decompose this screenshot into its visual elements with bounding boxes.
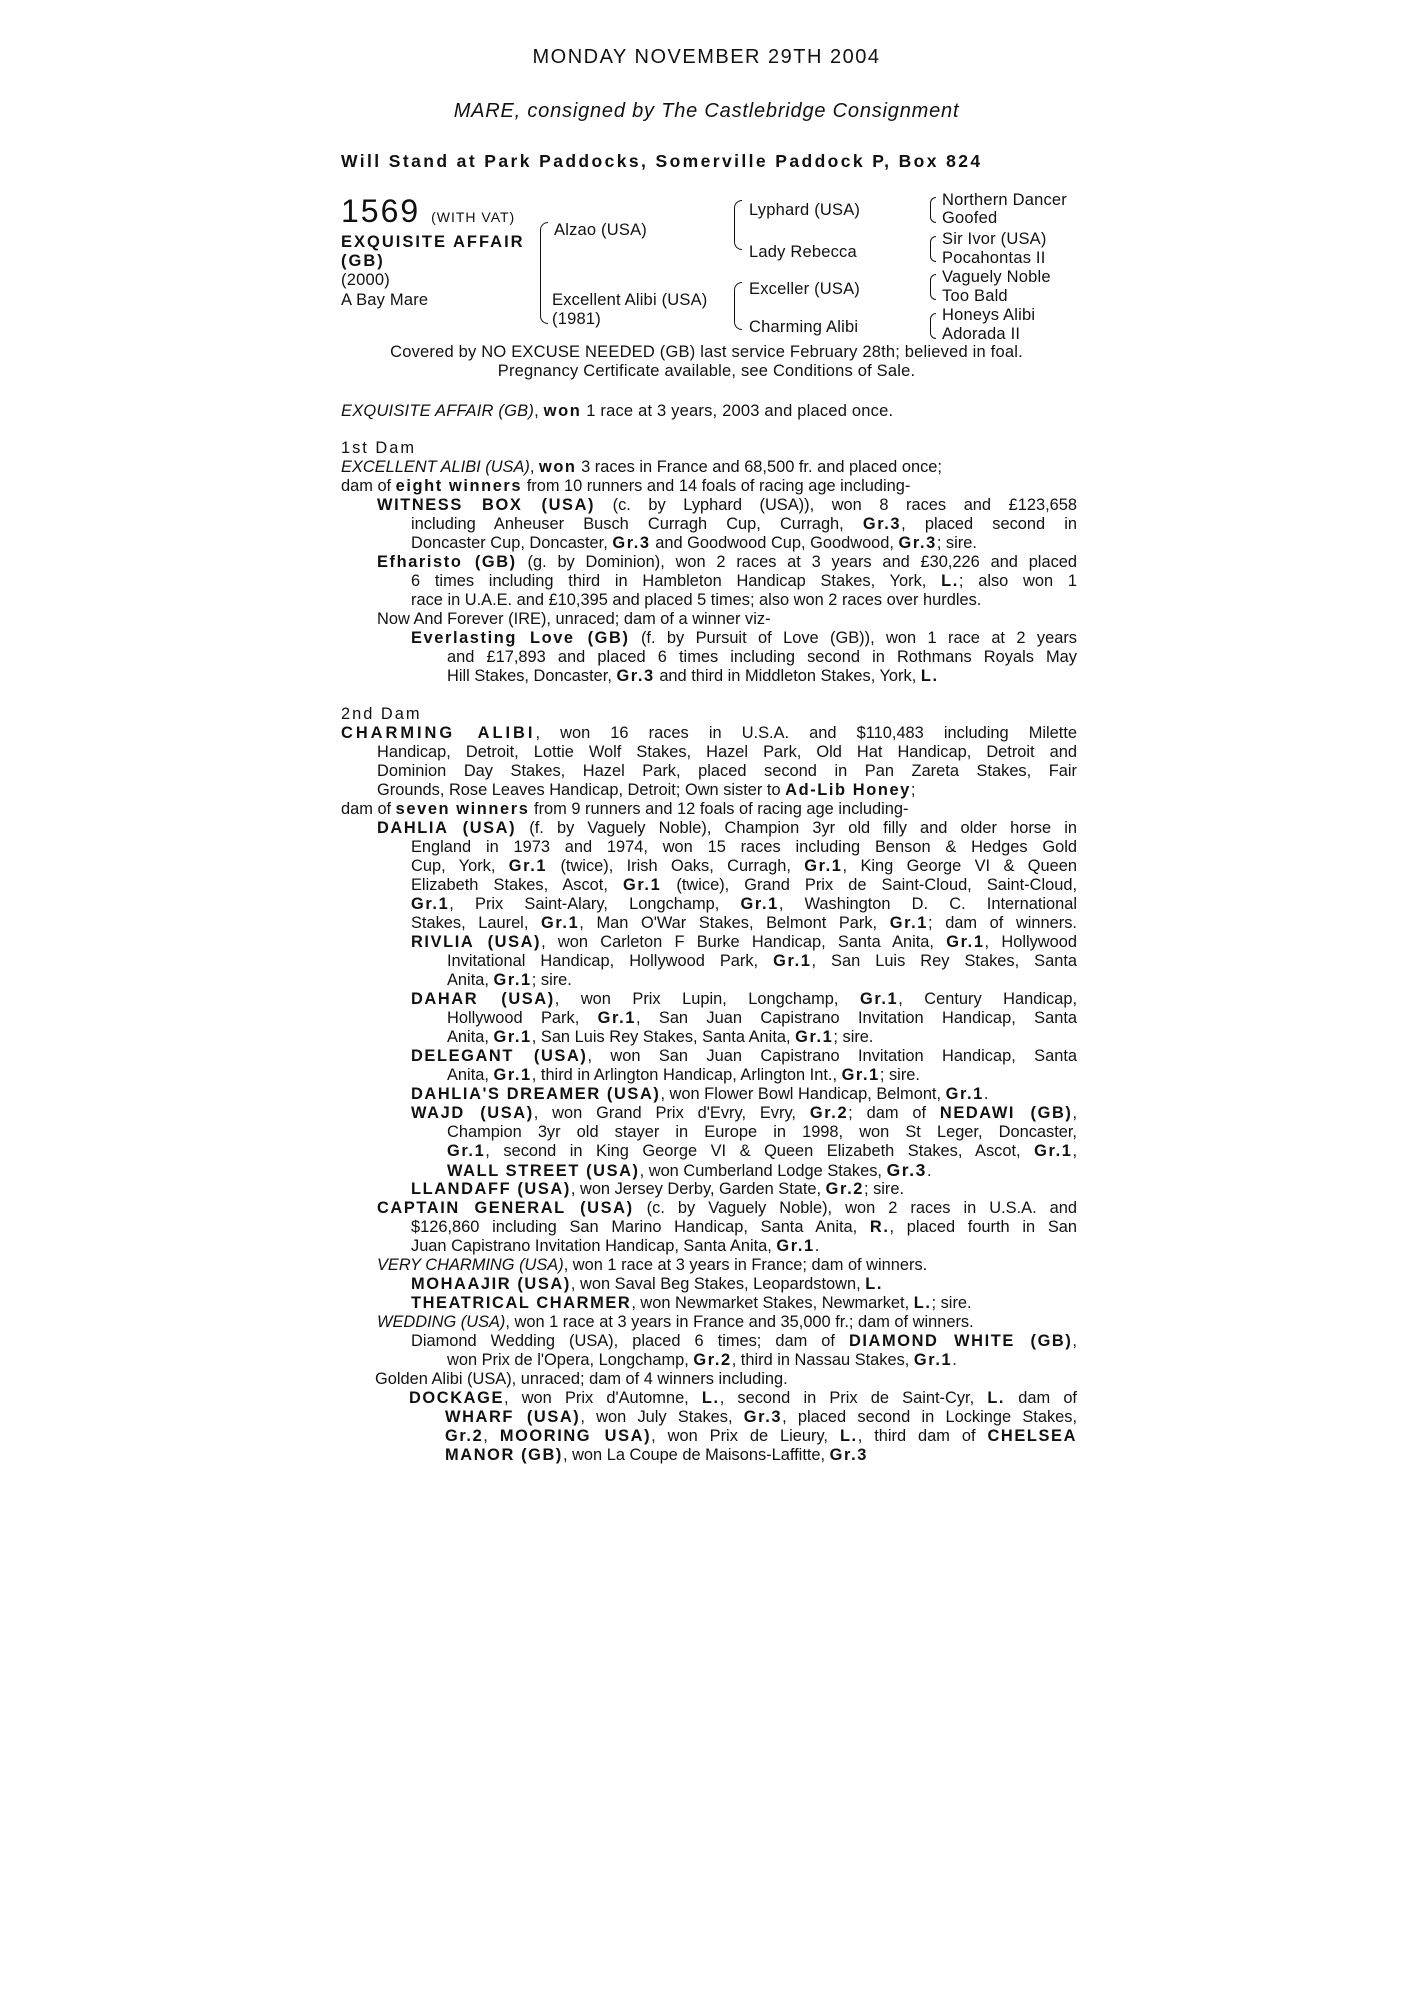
second-dam-line: won Prix de l'Opera, Longchamp, Gr.2, third in Nassau Stakes, Gr.1. xyxy=(447,1351,957,1369)
pedigree-brace-3 xyxy=(734,282,742,330)
second-dam-heading: 2nd Dam xyxy=(341,705,422,723)
stand-location: Will Stand at Park Paddocks, Somerville Paddock P, Box 824 xyxy=(341,151,983,171)
first-dam-line: Everlasting Love (GB) (f. by Pursuit of Love (GB)), won 1 race at 2 years xyxy=(411,629,1077,647)
first-dam-line: WITNESS BOX (USA) (c. by Lyphard (USA)), won 8 races and £123,658 xyxy=(377,496,1077,514)
second-dam-line: Dominion Day Stakes, Hazel Park, placed second in Pan Zareta Stakes, Fair xyxy=(377,762,1077,780)
pedigree-sire-sire: Lyphard (USA) xyxy=(749,201,861,219)
second-dam-line: WAJD (USA), won Grand Prix d'Evry, Evry, Gr.2; dam of NEDAWI (GB), xyxy=(411,1104,1078,1122)
pedigree-sdd: Pocahontas II xyxy=(942,249,1046,267)
covered-line: Covered by NO EXCUSE NEEDED (GB) last service February 28th; believed in foal. xyxy=(390,343,1023,361)
first-dam-line: EXCELLENT ALIBI (USA), won 3 races in France and 68,500 fr. and placed once; xyxy=(341,458,942,476)
second-dam-line: WHARF (USA), won July Stakes, Gr.3, placed second in Lockinge Stakes, xyxy=(445,1408,1077,1426)
pedigree-brace-2 xyxy=(734,200,742,250)
second-dam-line: WALL STREET (USA), won Cumberland Lodge Stakes, Gr.3. xyxy=(447,1160,932,1180)
second-dam-line: LLANDAFF (USA), won Jersey Derby, Garden State, Gr.2; sire. xyxy=(411,1180,905,1198)
second-dam-line: dam of seven winners from 9 runners and 12 foals of racing age including- xyxy=(341,800,909,818)
pedigree-brace-6 xyxy=(930,274,936,300)
second-dam-line: Hollywood Park, Gr.1, San Juan Capistrano Invitation Handicap, Santa xyxy=(447,1009,1077,1027)
second-dam-line: Gr.1, Prix Saint-Alary, Longchamp, Gr.1, Washington D. C. International xyxy=(411,895,1078,913)
first-dam-line: race in U.A.E. and £10,395 and placed 5 times; also won 2 races over hurdles. xyxy=(411,591,982,609)
second-dam-line: Stakes, Laurel, Gr.1, Man O'War Stakes, Belmont Park, Gr.1; dam of winners. xyxy=(411,914,1077,932)
second-dam-line: Champion 3yr old stayer in Europe in 1998, won St Leger, Doncaster, xyxy=(447,1123,1077,1141)
first-dam-line: including Anheuser Busch Curragh Cup, Curragh, Gr.3, placed second in xyxy=(411,515,1077,533)
pedigree-sds: Sir Ivor (USA) xyxy=(942,230,1047,248)
first-dam-line: Now And Forever (IRE), unraced; dam of a winner viz- xyxy=(377,610,771,628)
pedigree-dam-year: (1981) xyxy=(552,310,601,328)
pedigree-sire-dam: Lady Rebecca xyxy=(749,243,857,261)
second-dam-line: Diamond Wedding (USA), placed 6 times; dam of DIAMOND WHITE (GB), xyxy=(411,1332,1077,1350)
pedigree-sire: Alzao (USA) xyxy=(554,221,647,239)
sale-date: MONDAY NOVEMBER 29TH 2004 xyxy=(532,46,881,68)
second-dam-line: Grounds, Rose Leaves Handicap, Detroit; Own sister to Ad-Lib Honey; xyxy=(377,781,916,799)
second-dam-line: Handicap, Detroit, Lottie Wolf Stakes, Hazel Park, Old Hat Handicap, Detroit and xyxy=(377,743,1077,761)
horse-description: A Bay Mare xyxy=(341,291,429,309)
first-dam-line: Efharisto (GB) (g. by Dominion), won 2 races at 3 years and £30,226 and placed xyxy=(377,553,1077,571)
lot-number-value: 1569 xyxy=(341,193,421,229)
second-dam-line: Golden Alibi (USA), unraced; dam of 4 winners including. xyxy=(375,1370,788,1388)
second-dam-line: DOCKAGE, won Prix d'Automne, L., second in Prix de Saint-Cyr, L. dam of xyxy=(409,1389,1077,1407)
horse-year: (2000) xyxy=(341,271,390,289)
horse-name: EXQUISITE AFFAIR xyxy=(341,233,525,251)
second-dam-line: RIVLIA (USA), won Carleton F Burke Handicap, Santa Anita, Gr.1, Hollywood xyxy=(411,933,1077,951)
first-dam-line: 6 times including third in Hambleton Handicap Stakes, York, L.; also won 1 xyxy=(411,572,1077,590)
vat-note: (WITH VAT) xyxy=(431,209,516,225)
pedigree-brace-1 xyxy=(540,222,548,324)
second-dam-line: DAHLIA'S DREAMER (USA), won Flower Bowl Handicap, Belmont, Gr.1. xyxy=(411,1085,989,1103)
second-dam-line: Elizabeth Stakes, Ascot, Gr.1 (twice), Grand Prix de Saint-Cloud, Saint-Cloud, xyxy=(411,876,1078,894)
second-dam-line: Anita, Gr.1, third in Arlington Handicap, Arlington Int., Gr.1; sire. xyxy=(447,1066,920,1084)
lot-number xyxy=(341,193,515,230)
pedigree-dam-dam: Charming Alibi xyxy=(749,318,859,336)
second-dam-line: MOHAAJIR (USA), won Saval Beg Stakes, Leopardstown, L. xyxy=(411,1275,883,1293)
horse-country: (GB) xyxy=(341,252,385,270)
second-dam-line: Invitational Handicap, Hollywood Park, Gr.1, San Luis Rey Stakes, Santa xyxy=(447,952,1077,970)
pedigree-sss: Northern Dancer xyxy=(942,191,1067,209)
pedigree-brace-7 xyxy=(930,313,936,339)
second-dam-line: CAPTAIN GENERAL (USA) (c. by Vaguely Noble), won 2 races in U.S.A. and xyxy=(377,1199,1077,1217)
first-dam-line: Hill Stakes, Doncaster, Gr.3 and third in Middleton Stakes, York, L. xyxy=(447,667,939,685)
consignor-line: MARE, consigned by The Castlebridge Consignment xyxy=(453,100,960,122)
second-dam-line: THEATRICAL CHARMER, won Newmarket Stakes, Newmarket, L.; sire. xyxy=(411,1294,972,1312)
second-dam-line: Anita, Gr.1; sire. xyxy=(447,971,572,989)
pedigree-dss: Vaguely Noble xyxy=(942,268,1051,286)
pedigree-dsd: Too Bald xyxy=(942,287,1008,305)
pregnancy-line: Pregnancy Certificate available, see Conditions of Sale. xyxy=(497,362,916,380)
second-dam-line: DAHAR (USA), won Prix Lupin, Longchamp, Gr.1, Century Handicap, xyxy=(411,990,1077,1008)
second-dam-line: Juan Capistrano Invitation Handicap, Santa Anita, Gr.1. xyxy=(411,1237,820,1255)
first-dam-heading: 1st Dam xyxy=(341,439,417,457)
second-dam-line: MANOR (GB), won La Coupe de Maisons-Laffitte, Gr.3 xyxy=(445,1446,868,1464)
pedigree-dam-sire: Exceller (USA) xyxy=(749,280,860,298)
second-dam-line: DELEGANT (USA), won San Juan Capistrano Invitation Handicap, Santa xyxy=(411,1047,1078,1065)
second-dam-line: Cup, York, Gr.1 (twice), Irish Oaks, Curragh, Gr.1, King George VI & Queen xyxy=(411,857,1077,875)
pedigree-dds: Honeys Alibi xyxy=(942,306,1036,324)
second-dam-line: VERY CHARMING (USA), won 1 race at 3 years in France; dam of winners. xyxy=(377,1256,928,1274)
second-dam-line: Gr.2, MOORING USA), won Prix de Lieury, L., third dam of CHELSEA xyxy=(445,1427,1078,1445)
pedigree-dam: Excellent Alibi (USA) xyxy=(552,291,708,309)
second-dam-line: England in 1973 and 1974, won 15 races including Benson & Hedges Gold xyxy=(411,838,1077,856)
pedigree-brace-5 xyxy=(930,236,936,262)
pedigree-ddd: Adorada II xyxy=(942,325,1021,343)
first-dam-line: Doncaster Cup, Doncaster, Gr.3 and Goodwood Cup, Goodwood, Gr.3; sire. xyxy=(411,534,977,552)
second-dam-line: Gr.1, second in King George VI & Queen Elizabeth Stakes, Ascot, Gr.1, xyxy=(447,1142,1077,1160)
second-dam-line: $126,860 including San Marino Handicap, Santa Anita, R., placed fourth in San xyxy=(411,1218,1077,1236)
pedigree-brace-4 xyxy=(930,197,936,223)
second-dam-line: Anita, Gr.1, San Luis Rey Stakes, Santa Anita, Gr.1; sire. xyxy=(447,1028,874,1046)
horse-summary: EXQUISITE AFFAIR (GB), won 1 race at 3 years, 2003 and placed once. xyxy=(341,402,894,420)
first-dam-line: and £17,893 and placed 6 times including second in Rothmans Royals May xyxy=(447,648,1077,666)
second-dam-line: DAHLIA (USA) (f. by Vaguely Noble), Champion 3yr old filly and older horse in xyxy=(377,819,1077,837)
second-dam-line: CHARMING ALIBI, won 16 races in U.S.A. and $110,483 including Milette xyxy=(341,724,1077,742)
first-dam-line: dam of eight winners from 10 runners and 14 foals of racing age including- xyxy=(341,477,911,495)
second-dam-line: WEDDING (USA), won 1 race at 3 years in France and 35,000 fr.; dam of winners. xyxy=(377,1313,974,1331)
pedigree-ssd: Goofed xyxy=(942,209,998,227)
